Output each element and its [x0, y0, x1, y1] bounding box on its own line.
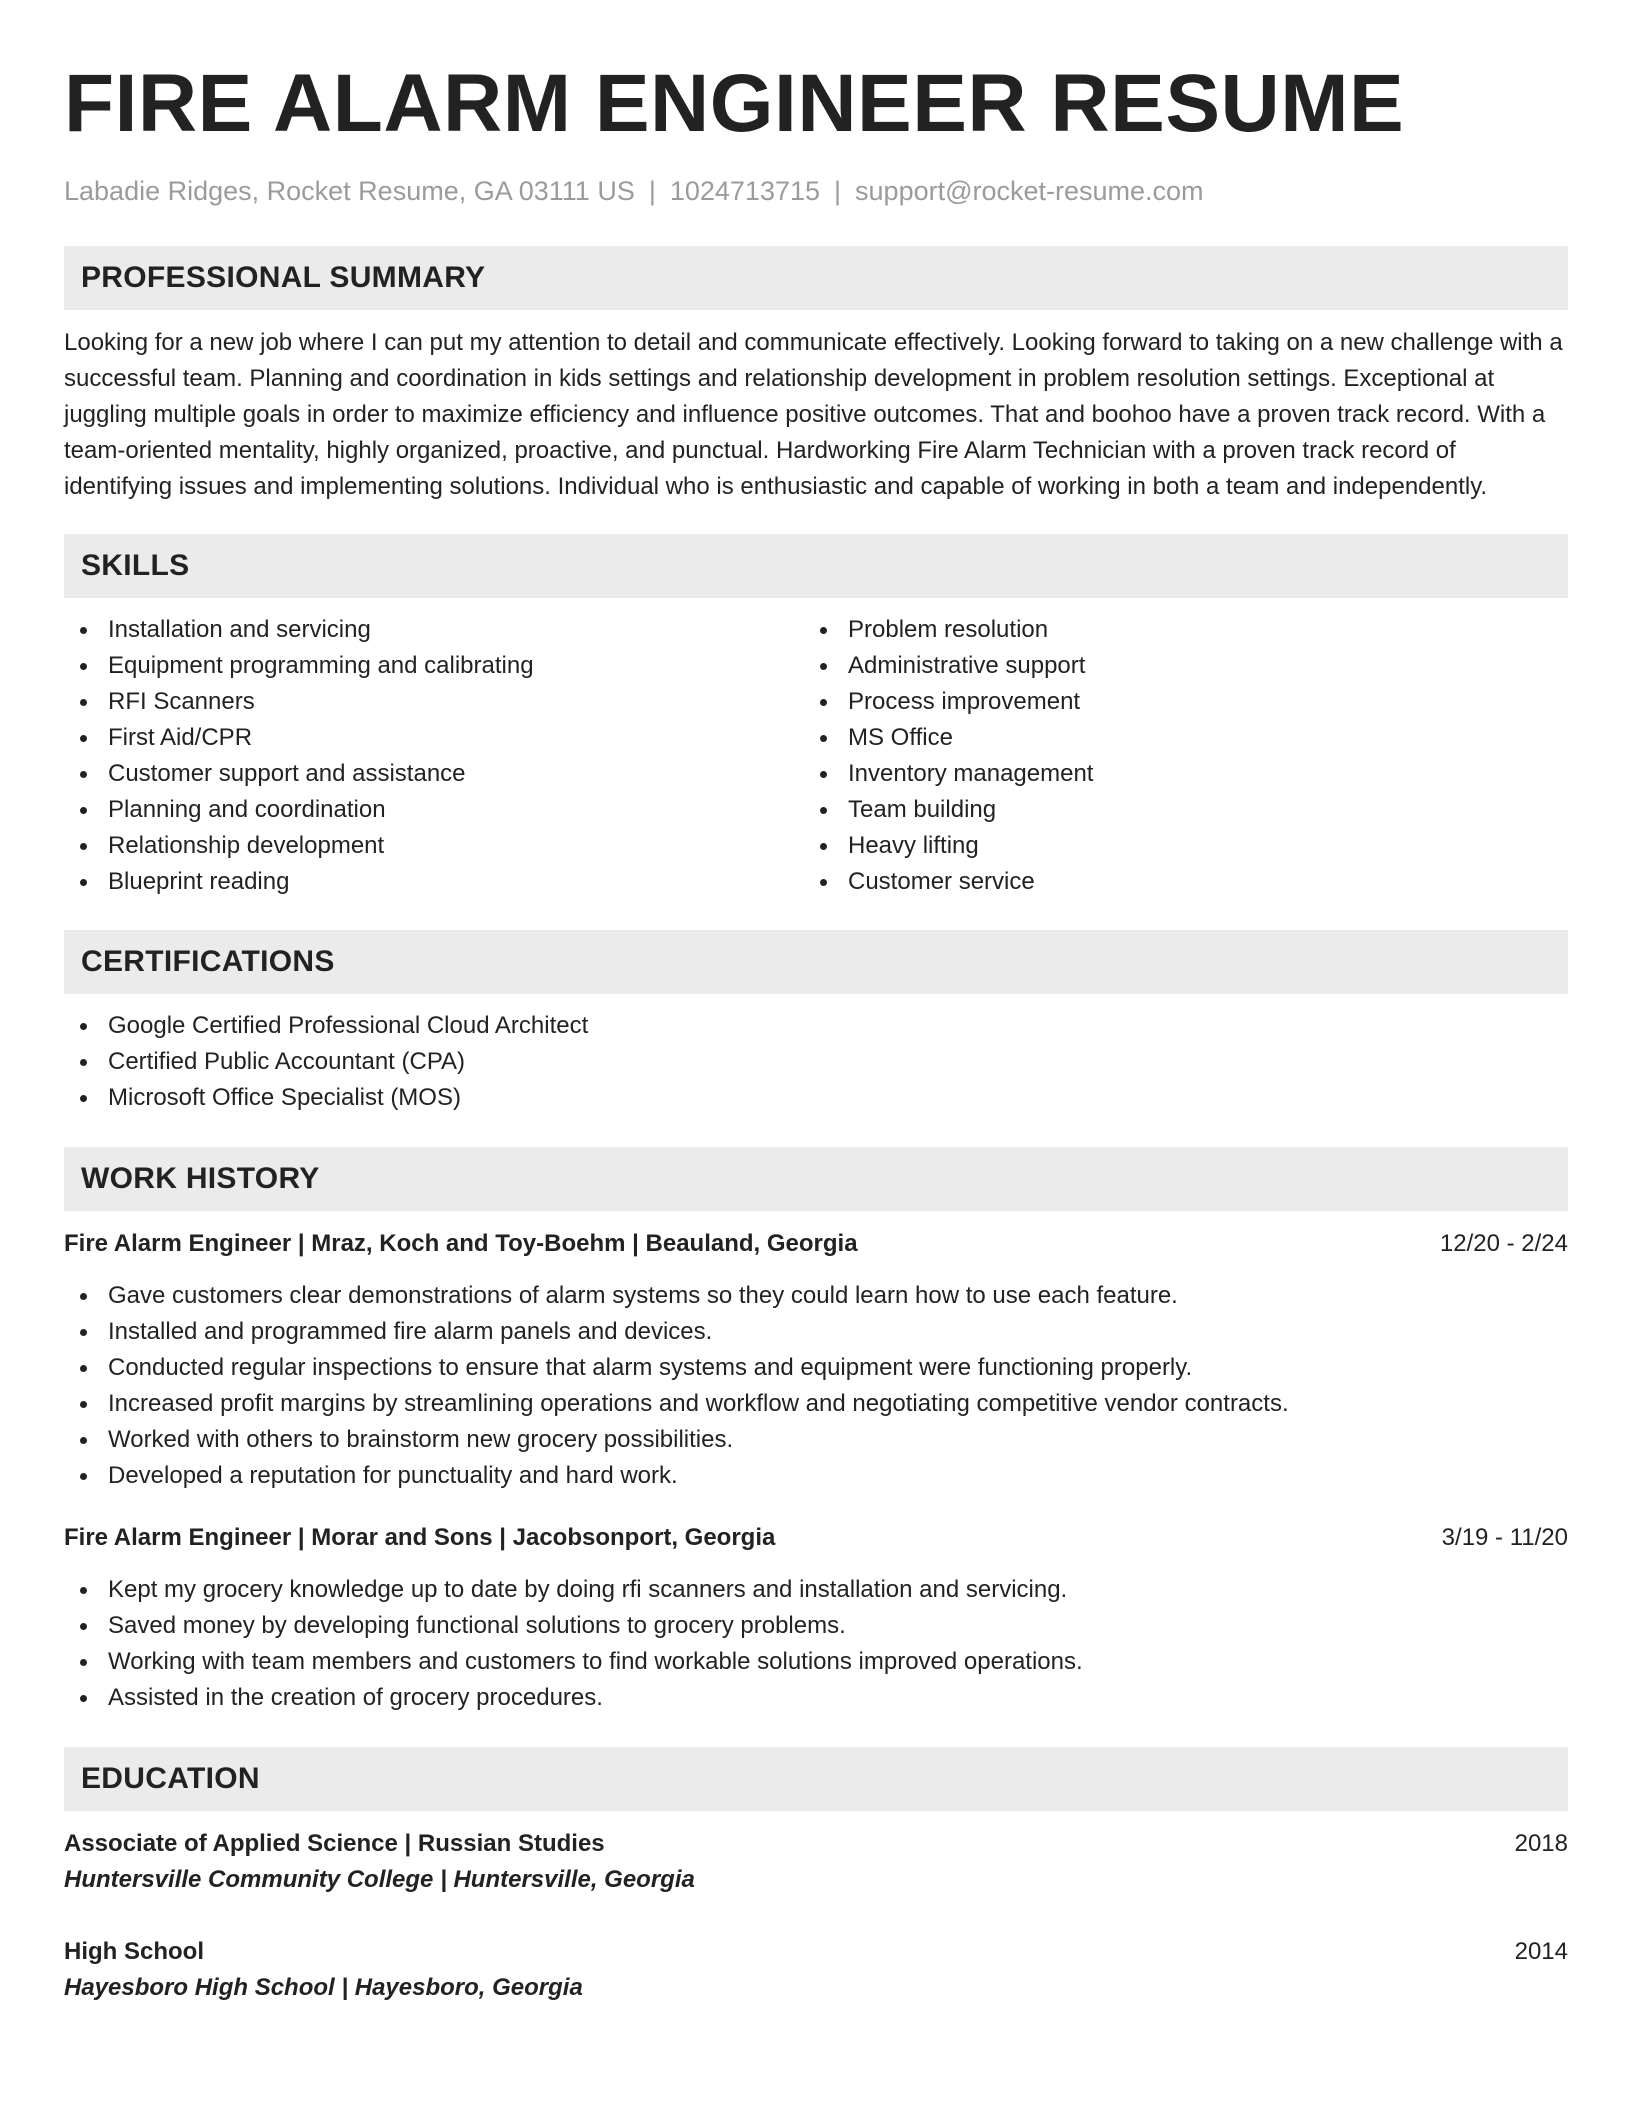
skill-item: Customer support and assistance: [64, 756, 804, 792]
skill-item: Equipment programming and calibrating: [64, 648, 804, 684]
job-bullet: Increased profit margins by streamlining operations and workflow and negotiating competitive vendor contracts.: [64, 1386, 1568, 1422]
skills-list-right: [804, 612, 1544, 900]
section-header-work-history: WORK HISTORY: [64, 1147, 1568, 1211]
skill-item: Customer service: [804, 864, 1544, 900]
skill-item: Process improvement: [804, 684, 1544, 720]
skill-item: MS Office: [804, 720, 1544, 756]
skill-item: Problem resolution: [804, 612, 1544, 648]
education-header: [64, 1826, 1568, 1862]
skills-list-left: [64, 612, 804, 900]
job-bullets: [64, 1278, 1568, 1494]
contact-separator: |: [834, 176, 842, 206]
education-year: 2018: [1514, 1830, 1568, 1857]
skill-item: Heavy lifting: [804, 828, 1544, 864]
skill-item: Installation and servicing: [64, 612, 804, 648]
job-bullet: Gave customers clear demonstrations of alarm systems so they could learn how to use each feature.: [64, 1278, 1568, 1314]
skill-item: First Aid/CPR: [64, 720, 804, 756]
skill-item: Planning and coordination: [64, 792, 804, 828]
job-entry: [64, 1520, 1568, 1716]
certifications-list: [64, 1008, 1568, 1116]
education-school: Hayesboro High School | Hayesboro, Georgia: [64, 1974, 583, 2001]
job-title: Fire Alarm Engineer | Mraz, Koch and Toy-Boehm | Beauland, Georgia: [64, 1230, 858, 1257]
section-header-education: EDUCATION: [64, 1747, 1568, 1811]
skill-item: Relationship development: [64, 828, 804, 864]
certification-item: Google Certified Professional Cloud Architect: [64, 1008, 1568, 1044]
job-dates: 12/20 - 2/24: [1439, 1230, 1568, 1257]
education-degree: Associate of Applied Science | Russian Studies: [64, 1830, 605, 1857]
education-school: Huntersville Community College | Huntersville, Georgia: [64, 1866, 695, 1893]
job-entry: [64, 1226, 1568, 1494]
skill-item: Administrative support: [804, 648, 1544, 684]
job-title: Fire Alarm Engineer | Morar and Sons | Jacobsonport, Georgia: [64, 1524, 776, 1551]
education-entry: [64, 1934, 1568, 2006]
job-bullet: Installed and programmed fire alarm panels and devices.: [64, 1314, 1568, 1350]
skills-grid: [64, 612, 1568, 900]
education-entry: [64, 1826, 1568, 1898]
section-header-skills: SKILLS: [64, 534, 1568, 598]
job-bullet: Worked with others to brainstorm new grocery possibilities.: [64, 1422, 1568, 1458]
resume-title: FIRE ALARM ENGINEER RESUME: [64, 58, 1405, 149]
job-bullet: Developed a reputation for punctuality and hard work.: [64, 1458, 1568, 1494]
job-bullet: Saved money by developing functional solutions to grocery problems.: [64, 1608, 1568, 1644]
skill-item: Blueprint reading: [64, 864, 804, 900]
job-header: [64, 1520, 1568, 1556]
contact-line: [64, 174, 1568, 208]
education-header: [64, 1934, 1568, 1970]
skill-item: Team building: [804, 792, 1544, 828]
contact-address: Labadie Ridges, Rocket Resume, GA 03111 US: [64, 176, 635, 206]
job-bullet: Kept my grocery knowledge up to date by doing rfi scanners and installation and servicing.: [64, 1572, 1568, 1608]
education-degree: High School: [64, 1938, 204, 1965]
contact-email: support@rocket-resume.com: [855, 176, 1204, 206]
skill-item: Inventory management: [804, 756, 1544, 792]
contact-phone: 1024713715: [669, 176, 821, 206]
education-year: 2014: [1514, 1938, 1568, 1965]
job-bullet: Conducted regular inspections to ensure that alarm systems and equipment were functioning properly.: [64, 1350, 1568, 1386]
job-dates: 3/19 - 11/20: [1441, 1524, 1568, 1551]
section-header-certifications: CERTIFICATIONS: [64, 930, 1568, 994]
summary-text: Looking for a new job where I can put my attention to detail and communicate effectively. Looking forward to taking on a new challenge with a successful team. Planning and coordination in kids settings and relationship development in problem resolution settings. Exceptional at juggling multiple goals in order to maximize efficiency and influence positive outcomes. That and boohoo have a proven track record. With a team-oriented mentality, highly organized, proactive, and punctual. Hardworking Fire Alarm Technician with a proven track record of identifying issues and implementing solutions. Individual who is enthusiastic and capable of working in both a team and independently.: [64, 329, 1563, 500]
certification-item: Microsoft Office Specialist (MOS): [64, 1080, 1568, 1116]
job-bullets: [64, 1572, 1568, 1716]
certification-item: Certified Public Accountant (CPA): [64, 1044, 1568, 1080]
job-bullet: Assisted in the creation of grocery procedures.: [64, 1680, 1568, 1716]
job-bullet: Working with team members and customers to find workable solutions improved operations.: [64, 1644, 1568, 1680]
contact-separator: |: [648, 176, 656, 206]
job-header: [64, 1226, 1568, 1262]
skill-item: RFI Scanners: [64, 684, 804, 720]
section-header-summary: PROFESSIONAL SUMMARY: [64, 246, 1568, 310]
